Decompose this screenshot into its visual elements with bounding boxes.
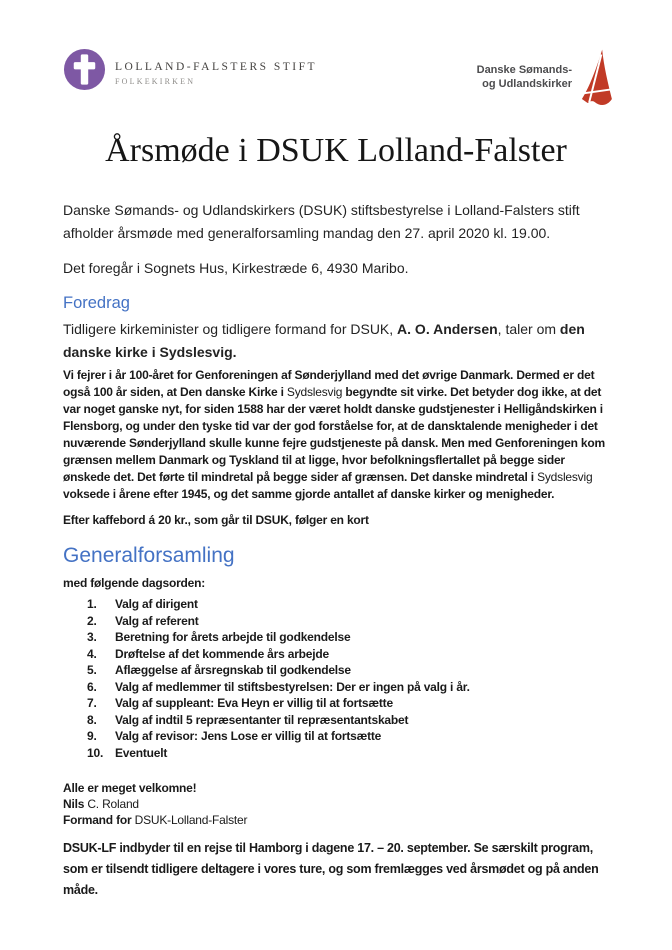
agenda-item [87, 695, 612, 712]
lolland-falsters-stift-logo [63, 48, 317, 91]
text-segment: DSUK-LF indbyder til en rejse til Hamborg i dagene 17. – 20. september. Se særskilt program, som er tilsendt tidligere deltagere i vores ture, og som fremlægges ved årsmødet og på anden måde. [63, 841, 599, 897]
agenda-item-number: 6. [87, 679, 97, 694]
stift-name: LOLLAND-FALSTERS STIFT [115, 61, 318, 73]
text-segment: Tidligere kirkeminister og tidligere formand for DSUK, [63, 321, 398, 337]
travel-note-paragraph [63, 838, 612, 901]
agenda-item-label: Valg af dirigent [115, 597, 198, 611]
stift-subtitle: FOLKEKIRKEN [115, 77, 196, 86]
stift-logo-text [115, 61, 317, 86]
agenda-item [87, 613, 612, 630]
location-paragraph: Det foregår i Sognets Hus, Kirkestræde 6, 4930 Maribo. [63, 260, 409, 276]
agenda-item-number: 4. [87, 646, 97, 661]
dsuk-logo [477, 48, 616, 116]
signature-line [63, 780, 612, 796]
agenda-item [87, 596, 612, 613]
text-segment: , taler om [497, 321, 560, 337]
signature-line [63, 812, 612, 828]
cross-circle-icon [63, 48, 106, 91]
dsuk-logo-line2: og Udlandskirker [482, 77, 572, 90]
text-segment: Nils [63, 797, 88, 811]
dsuk-logo-text [477, 64, 572, 91]
text-segment: begyndte sit virke. Det betyder dog ikke, at det var noget ganske nyt, for siden 1588 har der været holdt danske gudstjenester i Helligåndskirken i Flensborg, og under den tyske tid var der god forståelse for, at de dansktalende menigheder i det nuværende Sønderjylland skulle kunne fejre gudstjeneste på dansk. Men med Genforeningen kom grænsen mellem Danmark og Tyskland til at ligge, hvor befolkningsflertallet på begge sider ønskede det. Det førte til mindretal på begge sider af grænsen. Det danske mindretal i [63, 385, 605, 484]
dsuk-logo-line1: Danske Sømands- [476, 64, 572, 76]
generalforsamling-heading: Generalforsamling [63, 544, 235, 567]
text-segment: Formand for [63, 813, 135, 827]
text-segment: Vi fejrer i år 100-året for Genforeningen af Sønderjylland med det øvrige Danmark. Dermed er det også 100 år siden, at Den danske Kirke i [63, 368, 595, 399]
text-segment: Alle er meget velkomne! [63, 781, 197, 795]
agenda-item-number: 3. [87, 630, 97, 644]
signature-block [63, 780, 612, 828]
agenda-item-label: Valg af revisor: Jens Lose er villig til at fortsætte [115, 729, 382, 743]
signature-line [63, 796, 612, 812]
agenda-item [87, 745, 612, 762]
foredrag-heading: Foredrag [63, 294, 130, 312]
text-segment: Sydslesvig [537, 470, 593, 484]
foredrag-speaker-paragraph [63, 318, 612, 364]
text-segment: A. O. Andersen [397, 321, 498, 337]
text-segment: voksede i årene efter 1945, og det samme gjorde antallet af danske kirker og menigheder. [63, 487, 555, 501]
text-segment: C. Roland [87, 797, 139, 811]
agenda-item-label: Valg af referent [115, 613, 199, 628]
agenda-item [87, 629, 612, 646]
agenda-item-number: 7. [87, 696, 97, 710]
agenda-item-label: Valg af indtil 5 repræsentanter til repræsentantskabet [115, 712, 409, 727]
text-segment: den danske kirke i Sydslesvig. [63, 321, 585, 360]
agenda-item [87, 662, 612, 679]
document-title: Årsmøde i DSUK Lolland-Falster [105, 132, 567, 169]
agenda-item [87, 728, 612, 745]
agenda-item-label: Valg af suppleant: Eva Heyn er villig til at fortsætte [115, 696, 393, 710]
agenda-item [87, 712, 612, 729]
agenda-item [87, 646, 612, 663]
sail-icon [577, 48, 616, 116]
agenda-item-number: 2. [87, 613, 97, 628]
text-segment: DSUK-Lolland-Falster [134, 813, 248, 827]
agenda-item-number: 10. [87, 745, 104, 760]
dagsorden-line: med følgende dagsorden: [63, 576, 206, 590]
agenda-item-number: 9. [87, 729, 97, 743]
agenda-item-label: Drøftelse af det kommende års arbejde [115, 646, 330, 661]
kaffebord-line: Efter kaffebord á 20 kr., som går til DSUK, følger en kort [63, 513, 369, 527]
agenda-item-label: Eventuelt [115, 745, 168, 760]
agenda-item-number: 8. [87, 712, 97, 727]
agenda-item-number: 5. [87, 663, 97, 677]
page-header [63, 48, 616, 116]
agenda-item [87, 679, 612, 696]
intro-paragraph: Danske Sømands- og Udlandskirkers (DSUK) stiftsbestyrelse i Lolland-Falsters stift afholder årsmøde med generalforsamling mandag den 27. april 2020 kl. 19.00. [63, 202, 580, 241]
agenda-item-label: Aflæggelse af årsregnskab til godkendelse [115, 663, 351, 677]
text-segment: Sydslesvig [286, 385, 343, 399]
agenda-item-label: Valg af medlemmer til stiftsbestyrelsen: Der er ingen på valg i år. [115, 679, 470, 694]
agenda-item-number: 1. [87, 597, 97, 611]
document-body [63, 199, 612, 914]
agenda-item-label: Beretning for årets arbejde til godkendelse [115, 630, 351, 644]
agenda-list [87, 596, 612, 761]
foredrag-history-paragraph [63, 367, 612, 503]
